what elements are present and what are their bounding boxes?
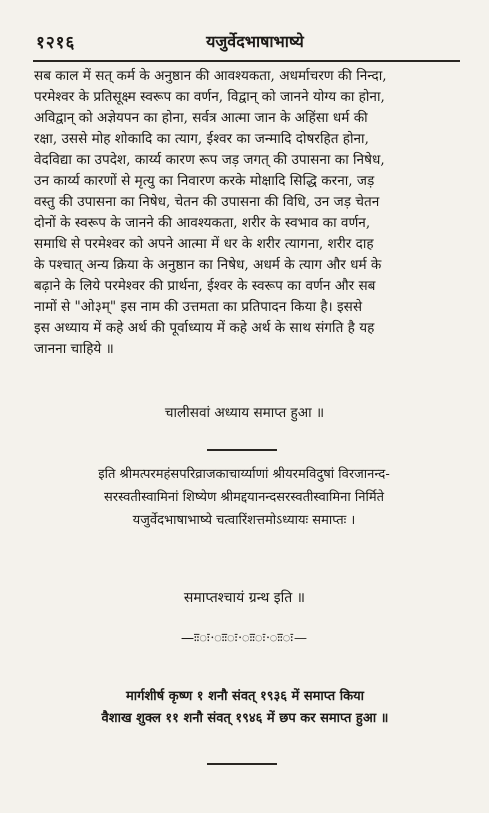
section-divider [207,449,277,451]
body-line: वेदविद्या का उपदेश, कार्य्य कारण रूप जड़ जगत् की उपासना का निषेध, [34,152,385,168]
bottom-divider [207,763,277,765]
ornament-divider: —ःःः·ःःः·ःःः·ःःः— [180,631,309,646]
colophon-line: सरस्वतीस्वामिनां शिष्येण श्रीमद्दयानन्दसरस्वतीस्वामिना निर्मिते [103,490,385,505]
colophon-line: इति श्रीमत्परमहंसपरिव्राजकाचार्य्याणां श्रीयरमविदुषां विरजानन्द- [98,467,390,482]
dateline-line: मार्गशीर्ष कृष्ण १ शनौ संवत् १९३६ में समाप्त किया [126,689,364,704]
body-line: उन कार्य्य कारणों से मृत्यु का निवारण करके मोक्षादि सिद्धि करना, जड़ [34,173,375,189]
colophon [24,463,464,532]
page-header [0,30,489,52]
colophon-line: यजुर्वेदभाषाभाष्ये चत्वारिंशत्तमोऽध्यायः समाप्तः । [132,513,356,528]
publication-dateline [20,686,470,730]
body-line: वस्तु की उपासना का निषेध, चेतन की उपासना की विधि, उन जड़ चेतन [34,194,380,210]
body-line: रक्षा, उससे मोह शोकादि का त्याग, ईश्वर का जन्मादि दोषरहित होना, [34,131,369,147]
running-title: यजुर्वेदभाषाभाष्ये [206,32,304,51]
body-line: परमेश्वर के प्रतिसूक्ष्म स्वरूप का वर्णन, विद्वान् को जानने योग्य का होना, [34,89,385,105]
body-line: के पश्चात् अन्य क्रिया के अनुष्ठान का निषेध, अधर्म के त्याग और धर्म के [34,257,382,273]
header-rule [33,60,460,62]
chapter-summary [34,66,458,360]
body-line: सब काल में सत् कर्म के अनुष्ठान की आवश्यकता, अधर्माचरण की निन्दा, [34,68,387,84]
chapter-end-line: चालीसवां अध्याय समाप्त हुआ ॥ [164,405,325,421]
body-line: बढ़ाने के लिये परमेश्वर की प्रार्थना, ईश्वर के स्वरूप का वर्णन और सब [34,278,376,294]
page-number: १२१६ [36,33,76,53]
body-line: अविद्वान् को अज्ञेयपन का होना, सर्वत्र आत्मा जान के अहिंसा धर्म की [34,110,368,126]
body-line: समाधि से परमेश्वर को अपने आत्मा में धर के शरीर त्यागना, शरीर दाह [34,236,374,252]
book-finis: समाप्तश्चायं ग्रन्थ इति ॥ [183,590,306,606]
body-line: इस अध्याय में कहे अर्थ की पूर्वाध्याय में कहे अर्थ के साथ संगति है यह [34,320,375,336]
body-line: दोनों के स्वरूप के जानने की आवश्यकता, शरीर के स्वभाव का वर्णन, [34,215,371,231]
dateline-line: वैशाख शुक्ल ११ शनौ संवत् १९४६ में छप कर समाप्त हुआ ॥ [101,711,389,726]
body-line: जानना चाहिये ॥ [34,341,114,357]
body-line: नामों से "ओ३म्" इस नाम की उत्तमता का प्रतिपादन किया है। इससे [34,299,363,315]
